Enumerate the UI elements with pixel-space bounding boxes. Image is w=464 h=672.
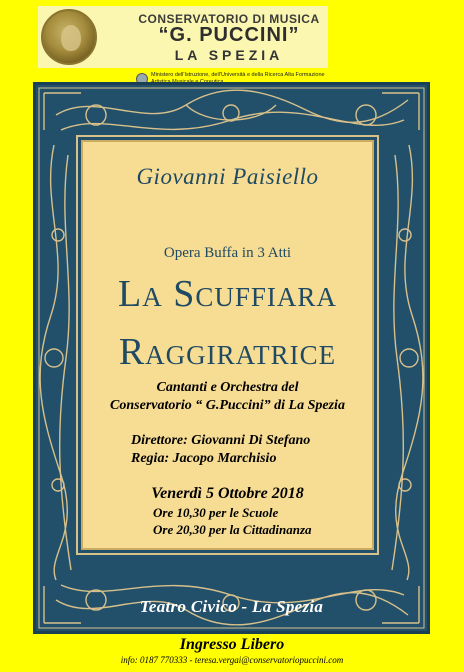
title-panel <box>81 140 374 550</box>
time-schools: Ore 10,30 per le Scuole <box>153 505 279 520</box>
venue: Teatro Civico - La Spezia <box>139 597 324 616</box>
performers <box>83 379 372 415</box>
poster-frame <box>33 82 430 634</box>
logo-institution-line1: CONSERVATORIO DI MUSICA <box>138 12 320 26</box>
conservatory-logo <box>38 6 328 68</box>
composer-name: Giovanni Paisiello <box>136 164 319 189</box>
credits <box>131 432 376 468</box>
performers-line2: Conservatorio “ G.Puccini” di La Spezia <box>110 398 345 413</box>
logo-city: LA SPEZIA <box>174 47 284 63</box>
ministry-text: Ministero dell'Istruzione, dell'Università e della Ricerca Alta Formazione <box>151 72 325 78</box>
performers-line1: Cantanti e Orchestra del <box>156 380 299 395</box>
medallion-emblem-icon <box>41 9 97 65</box>
time-citizens: Ore 20,30 per la Cittadinanza <box>153 522 312 537</box>
free-entry: Ingresso Libero <box>179 636 285 653</box>
opera-title-line2: Raggiratrice <box>118 331 337 373</box>
conductor-credit: Direttore: Giovanni Di Stefano <box>131 433 311 448</box>
logo-institution-name: “G. PUCCINI” <box>158 24 300 46</box>
director-credit: Regia: Jacopo Marchisio <box>131 451 277 466</box>
contact-info: info: 0187 770333 - teresa.vergai@conservatoriopuccini.com <box>120 655 344 665</box>
opera-title-line1: La Scuffiara <box>118 273 337 315</box>
performance-date: Venerdì 5 Ottobre 2018 <box>151 485 304 502</box>
opera-subtitle: Opera Buffa in 3 Atti <box>163 245 292 261</box>
